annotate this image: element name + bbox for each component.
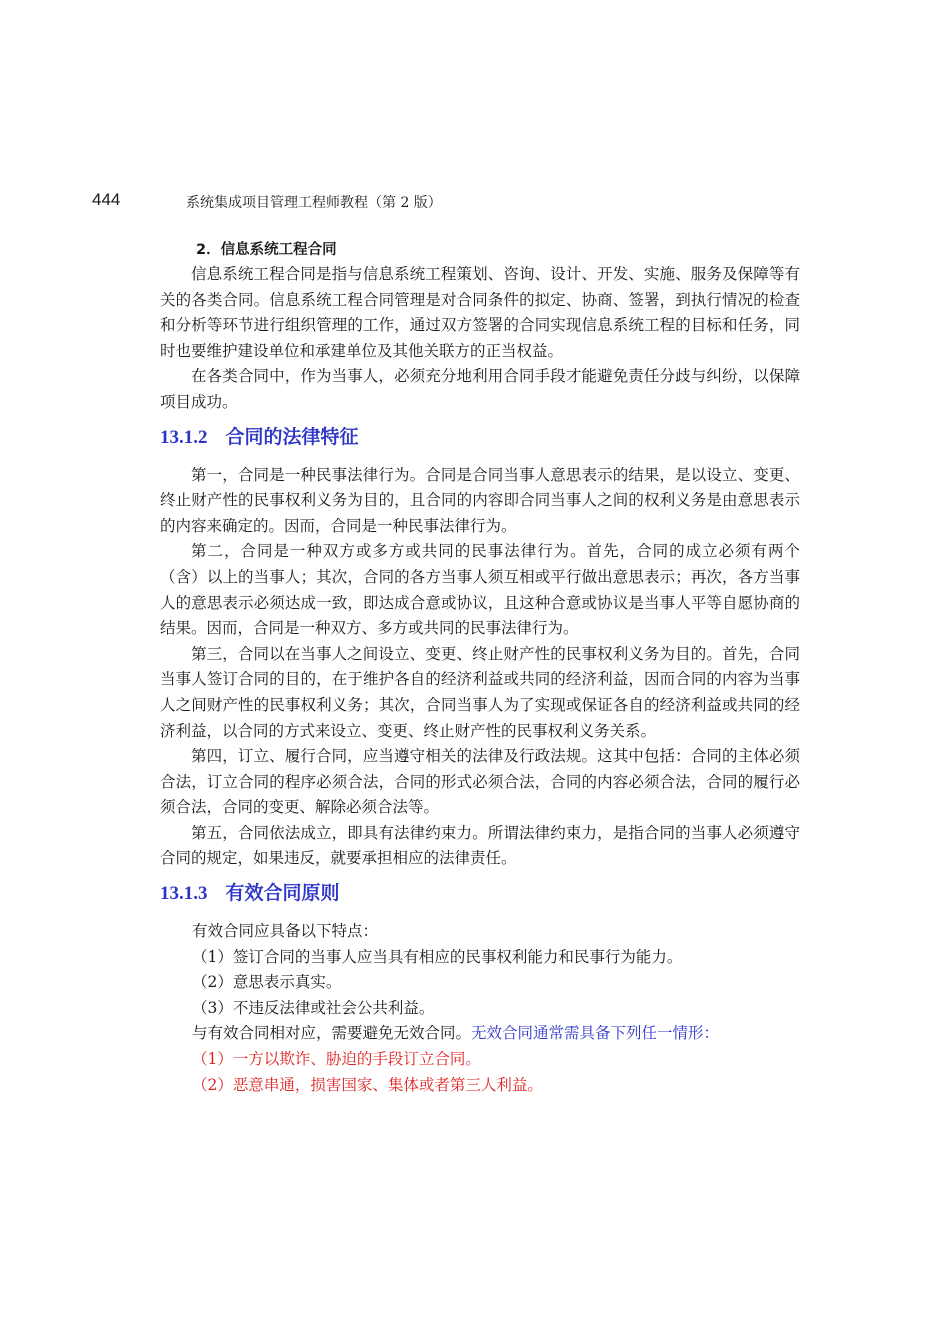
section-title: 有效合同原则 (225, 882, 340, 905)
section-number: 13.1.3 (160, 883, 208, 905)
page-header (92, 190, 852, 216)
list-item: （2）意思表示真实。 (192, 973, 342, 992)
invalid-item: （1）一方以欺诈、胁迫的手段订立合同。 (192, 1050, 481, 1069)
invalid-contract-intro (160, 1021, 800, 1047)
section-heading-13-1-2 (160, 422, 800, 453)
paragraph: 第一，合同是一种民事法律行为。合同是合同当事人意思表示的结果，是以设立、变更、终止财产性的民事权利义务为目的，且合同的内容即合同当事人之间的权利义务是由意思表示的内容来确定的。因而，合同是一种民事法律行为。 (160, 465, 800, 535)
highlighted-intro-text: 无效合同通常需具备下列任一情形： (471, 1024, 720, 1043)
subsection-heading: 2．信息系统工程合同 (196, 242, 337, 258)
paragraph: 第五，合同依法成立，即具有法律约束力。所谓法律约束力，是指合同的当事人必须遵守合同的规定，如果违反，就要承担相应的法律责任。 (160, 823, 800, 868)
page-body (160, 238, 800, 1098)
paragraph: 第二，合同是一种双方或多方或共同的民事法律行为。首先，合同的成立必须有两个（含）以上的当事人；其次，合同的各方当事人须互相或平行做出意思表示；再次，各方当事人的意思表示必须达成一致，即达成合意或协议，且这种合意或协议是当事人平等自愿协商的结果。因而，合同是一种双方、多方或共同的民事法律行为。 (160, 542, 800, 638)
section-number: 13.1.2 (160, 426, 208, 448)
paragraph: 在各类合同中，作为当事人，必须充分地利用合同手段才能避免责任分歧与纠纷，以保障项目成功。 (160, 367, 800, 411)
list-item: （1）签订合同的当事人应当具有相应的民事权利能力和民事行为能力。 (192, 947, 683, 966)
paragraph: 第四，订立、履行合同，应当遵守相关的法律及行政法规。这其中包括：合同的主体必须合法，订立合同的程序必须合法，合同的形式必须合法，合同的内容必须合法，合同的履行必须合法，合同的变更、解除必须合法等。 (160, 747, 800, 817)
section-title: 合同的法律特征 (225, 425, 359, 448)
running-title: 系统集成项目管理工程师教程（第 2 版） (186, 195, 442, 211)
list-intro: 有效合同应具备以下特点： (192, 922, 379, 941)
paragraph: 信息系统工程合同是指与信息系统工程策划、咨询、设计、开发、实施、服务及保障等有关的各类合同。信息系统工程合同管理是对合同条件的拟定、协商、签署，到执行情况的检查和分析等环节进行组织管理的工作，通过双方签署的合同实现信息系统工程的目标和任务，同时也要维护建设单位和承建单位及其他关联方的正当权益。 (160, 265, 800, 360)
paragraph: 第三，合同以在当事人之间设立、变更、终止财产性的民事权利义务为目的。首先，合同当事人签订合同的目的，在于维护各自的经济利益或共同的经济利益，因而合同的内容为当事人之间财产性的民事权利义务；其次，合同当事人为了实现或保证各自的经济利益或共同的经济利益，以合同的方式来设立、变更、终止财产性的民事权利义务关系。 (160, 644, 800, 740)
section-heading-13-1-3 (160, 878, 800, 909)
list-item: （3）不违反法律或社会公共利益。 (192, 998, 435, 1017)
page-number: 444 (92, 190, 121, 209)
invalid-item: （2）恶意串通，损害国家、集体或者第三人利益。 (192, 1075, 543, 1094)
intro-text: 与有效合同相对应，需要避免无效合同。 (192, 1024, 472, 1043)
